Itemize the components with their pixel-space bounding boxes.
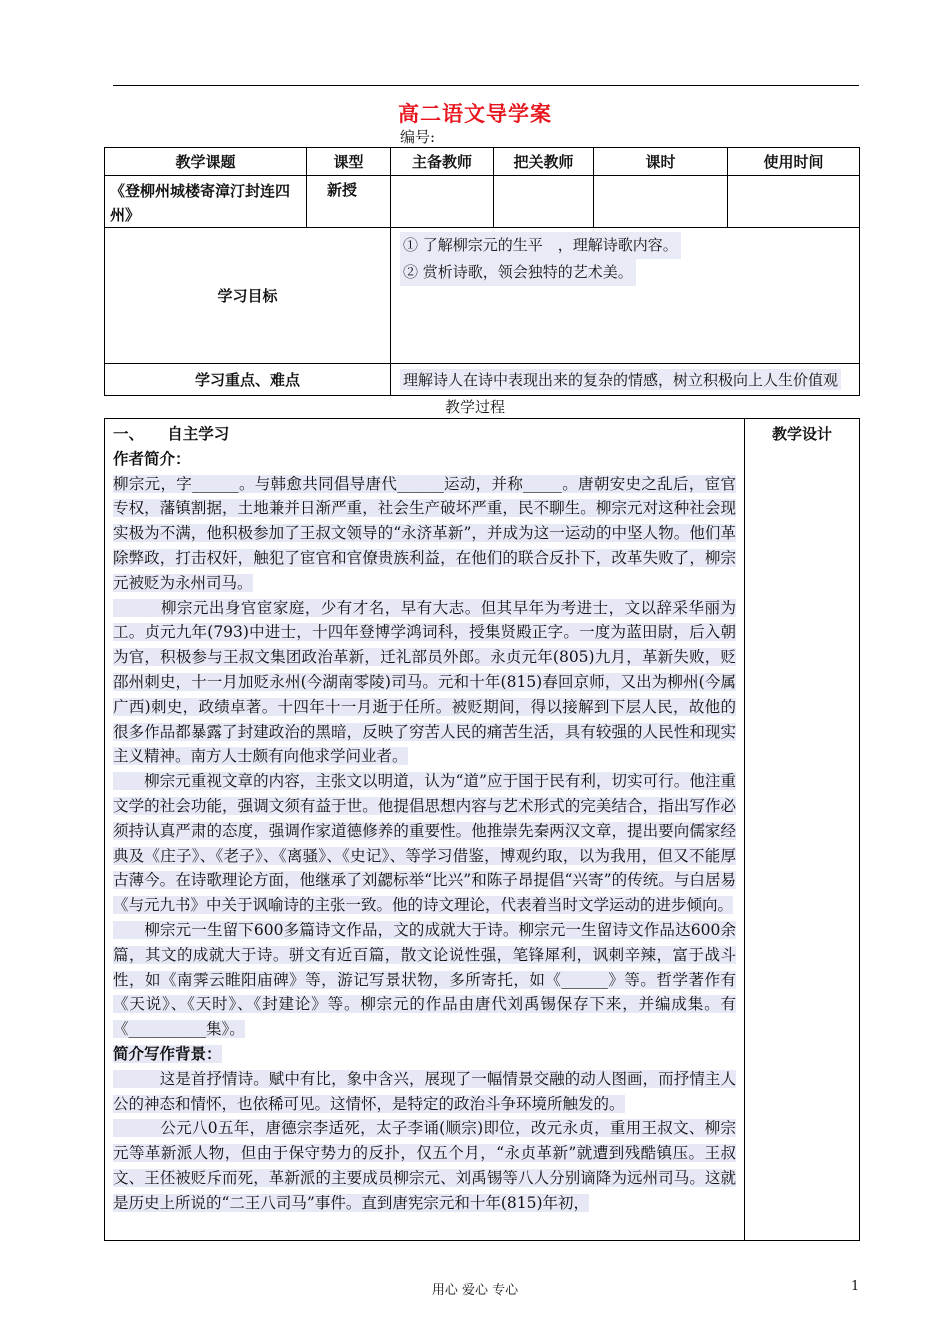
keypoints-cell [391,364,860,396]
goal-item: ② 赏析诗歌，领会独特的艺术美。 [400,259,636,286]
lesson-info-table [104,147,860,396]
footer-motto: 用心 爱心 专心 [431,1283,519,1298]
header-cell: 使用时间 [728,148,860,176]
lesson-row [105,176,860,228]
keypoints-row [105,364,860,396]
process-table [104,418,860,1241]
header-cell: 把关教师 [494,148,594,176]
process-label: 教学过程 [444,398,505,416]
author-paragraph: 柳宗元，字______。与韩愈共同倡导唐代______运动，并称_____。唐朝安史之乱后，宦官专权，藩镇割据，土地兼并日渐严重，社会生产破坏严重，民不聊生。柳宗元对这种社会现实极为不满，他积极参加了王叔文领导的“永济革新”，并成为这一运动的中坚人物。他们革除弊政，打击权奸，触犯了宦官和官僚贵族利益，在他们的联合反扑下，改革失败了，柳宗元被贬为永州司马。 [113,474,736,592]
author-paragraph: 柳宗元重视文章的内容，主张文以明道，认为“道”应于国于民有利，切实可行。他注重文学的社会功能，强调文须有益于世。他提倡思想内容与艺术形式的完美结合，指出写作必须持认真严肃的态度，强调作家道德修养的重要性。他推崇先秦两汉文章，提出要向儒家经典及《庄子》、《老子》、《离骚》、《史记》、等学习借鉴，博观约取，以为我用，但又不能厚古薄今。在诗歌理论方面，他继承了刘勰标举“比兴”和陈子昂提倡“兴寄”的传统。与白居易《与元九书》中关于讽喻诗的主张一致。他的诗文理论，代表着当时文学运动的进步倾向。 [113,772,736,915]
header-rule [113,85,859,86]
header-cell: 教学课题 [105,148,307,176]
design-column [745,419,860,1241]
use-time-cell [728,176,860,228]
background-paragraph: 公元八0五年，唐德宗李适死，太子李诵(顺宗)即位，改元永贞，重用王叔文、柳宗元等革新派人物，但由于保守势力的反扑，仅五个月，“永贞革新”就遭到残酷镇压。王叔文、王伾被贬斥而死，革新派的主要成员柳宗元、刘禹锡等八人分别谪降为远州司马。这就是历史上所说的“二王八司马”事件。直到唐宪宗元和十年(815)年初， [113,1119,736,1212]
info-header-row [105,148,860,176]
page-number: 1 [851,1279,860,1294]
header-cell: 主备教师 [391,148,494,176]
design-label: 教学设计 [771,425,832,443]
header-cell: 课时 [594,148,728,176]
section-title: 一、 自主学习 [113,425,230,443]
keypoints-text: 理解诗人在诗中表现出来的复杂的情感，树立积极向上人生价值观 [400,369,841,390]
goals-label: 学习目标 [105,228,391,364]
review-teacher-cell [494,176,594,228]
author-heading: 作者简介： [113,449,191,468]
keypoints-label: 学习重点、难点 [105,364,391,396]
header-cell: 课型 [307,148,391,176]
lesson-type-cell: 新授 [307,176,391,228]
background-paragraph: 这是首抒情诗。赋中有比，象中含兴，展现了一幅情景交融的动人图画，而抒情主人公的神态和情怀，也依稀可见。这情怀，是特定的政治斗争环境所触发的。 [113,1069,736,1113]
goals-row [105,228,860,364]
goal-item: ① 了解柳宗元的生平 ，理解诗歌内容。 [400,232,681,259]
lesson-title-cell: 《登柳州城楼寄漳汀封连四州》 [105,176,307,228]
goals-cell [391,228,860,364]
code-label: 编号: [400,128,436,146]
author-paragraph: 柳宗元出身官宦家庭，少有才名，早有大志。但其早年为考进士，文以辞采华丽为工。贞元九年(793)中进士，十四年登博学鸿词科，授集贤殿正字。一度为蓝田尉，后入朝为官，积极参与王叔文集团政治革新，迁礼部员外郎。永贞元年(805)九月，革新失败，贬邵州刺史，十一月加贬永州(今湖南零陵)司马。元和十年(815)春回京师，又出为柳州(今属广西)刺史，政绩卓著。十四年十一月逝于任所。被贬期间，得以接解到下层人民，故他的很多作品都暴露了封建政治的黑暗，反映了穷苦人民的痛苦生活，具有较强的人民性和现实主义精神。南方人士颇有向他求学问业者。 [113,598,736,766]
background-heading: 简介写作背景： [113,1044,222,1063]
document-title: 高二语文导学案 [398,102,552,126]
main-teacher-cell [391,176,494,228]
author-paragraph: 柳宗元一生留下600多篇诗文作品，文的成就大于诗。柳宗元一生留诗文作品达600余篇，其文的成就大于诗。骈文有近百篇，散文论说性强，笔锋犀利，讽刺辛辣，富于战斗性，如《南霁云睢阳庙碑》等，游记写景状物，多所寄托，如《______》等。哲学著作有《天说》、《天时》、《封建论》等。柳宗元的作品由唐代刘禹锡保存下来，并编成集。有《__________集》。 [113,920,736,1039]
process-content-cell [105,419,745,1241]
class-hours-cell [594,176,728,228]
